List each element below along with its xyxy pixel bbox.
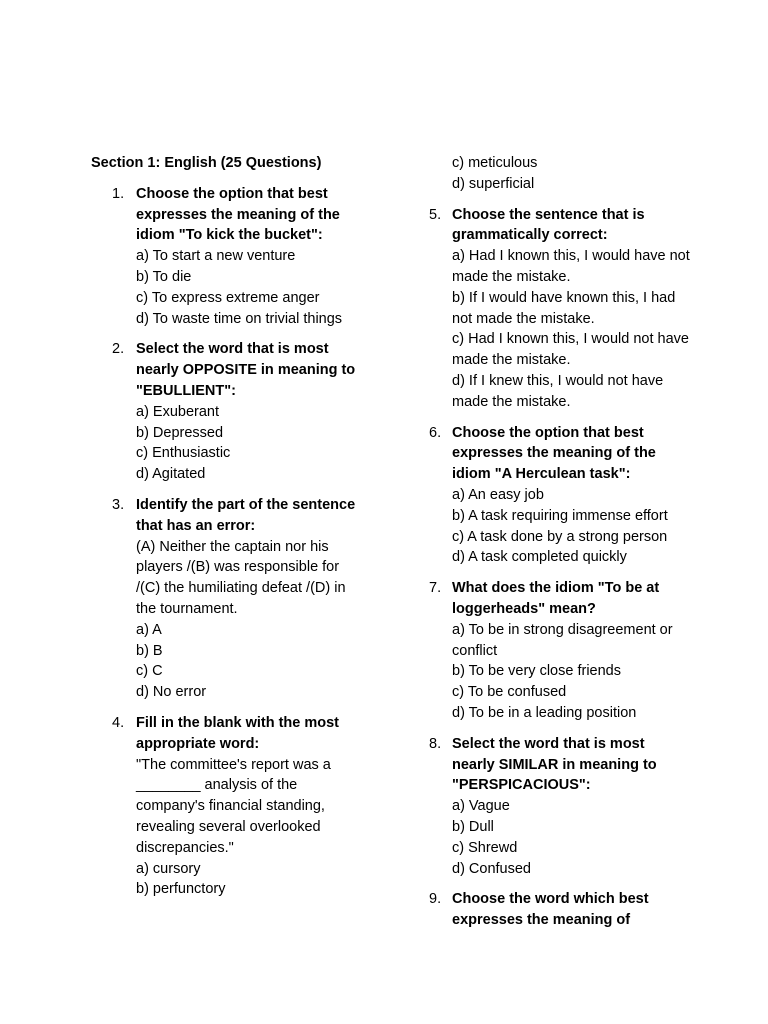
option-a: a) Exuberant xyxy=(136,403,220,420)
option-c: c) Enthusiastic xyxy=(136,445,231,462)
question-text: Choose the option that best expresses the meaning of the idiom "A Herculean task": xyxy=(452,424,656,483)
question-text: Choose the word which best expresses the meaning of xyxy=(452,891,649,929)
question-text: Select the word that is most nearly OPPOSITE in meaning to "EBULLIENT": xyxy=(136,341,356,399)
question-3 xyxy=(91,495,366,703)
option-c: c) To express extreme anger xyxy=(136,289,320,306)
question-6 xyxy=(421,423,691,569)
right-column xyxy=(421,153,691,941)
option-b: b) perfunctory xyxy=(136,881,226,898)
option-d: d) A task completed quickly xyxy=(452,549,627,566)
option-d: d) superficial xyxy=(452,175,535,192)
question-4 xyxy=(91,713,366,900)
question-9 xyxy=(421,889,691,931)
question-text: Choose the option that best expresses the meaning of the idiom "To kick the bucket": xyxy=(136,185,340,244)
option-c: c) C xyxy=(136,663,163,680)
question-number: 5. xyxy=(429,206,442,223)
option-b: b) Dull xyxy=(452,818,494,835)
option-a: a) To be in strong disagreement or conflict xyxy=(452,621,673,659)
option-b: b) To be very close friends xyxy=(452,663,621,680)
question-8 xyxy=(421,734,691,880)
question-number: 7. xyxy=(429,580,442,597)
question-number: 3. xyxy=(112,496,125,513)
option-d: d) Confused xyxy=(452,860,531,877)
question-7 xyxy=(421,578,691,724)
left-column xyxy=(91,153,366,910)
question-2 xyxy=(91,339,366,485)
option-c: c) Had I known this, I would not have made the mistake. xyxy=(452,331,689,369)
question-5 xyxy=(421,205,691,413)
option-b: b) If I would have known this, I had not made the mistake. xyxy=(452,289,676,327)
option-d: d) If I knew this, I would not have made the mistake. xyxy=(452,372,664,410)
option-a: a) An easy job xyxy=(452,486,544,503)
option-b: b) B xyxy=(136,642,163,659)
question-4-continued xyxy=(421,153,691,195)
option-c: c) Shrewd xyxy=(452,839,518,856)
section-heading: Section 1: English (25 Questions) xyxy=(91,155,322,171)
question-number: 4. xyxy=(112,714,125,731)
option-b: b) To die xyxy=(136,268,192,285)
option-a: a) Vague xyxy=(452,798,510,815)
option-b: b) Depressed xyxy=(136,424,224,441)
option-d: d) To be in a leading position xyxy=(452,704,637,721)
option-d: d) Agitated xyxy=(136,466,206,483)
question-text: Choose the sentence that is grammatically correct: xyxy=(452,206,645,244)
option-d: d) No error xyxy=(136,684,207,701)
question-body: "The committee's report was a ________ analysis of the company's financial standing, revealing several overlooked discrepancies." xyxy=(136,756,331,856)
question-number: 6. xyxy=(429,424,442,441)
option-a: a) To start a new venture xyxy=(136,248,296,265)
option-c: c) meticulous xyxy=(452,155,538,171)
question-number: 1. xyxy=(112,185,125,202)
question-text: Fill in the blank with the most appropriate word: xyxy=(136,714,340,752)
question-number: 2. xyxy=(112,341,125,358)
question-text: Identify the part of the sentence that has an error: xyxy=(136,496,356,534)
question-number: 9. xyxy=(429,891,442,908)
question-text: What does the idiom "To be at loggerheads" mean? xyxy=(452,580,660,617)
question-body: (A) Neither the captain nor his players /(B) was responsible for /(C) the humiliating defeat /(D) in the tournament. xyxy=(136,538,346,617)
question-number: 8. xyxy=(429,735,442,752)
option-b: b) A task requiring immense effort xyxy=(452,507,668,524)
option-a: a) Had I known this, I would have not made the mistake. xyxy=(452,248,690,285)
option-d: d) To waste time on trivial things xyxy=(136,310,343,327)
option-c: c) To be confused xyxy=(452,684,567,701)
option-a: a) A xyxy=(136,621,162,638)
question-text: Select the word that is most nearly SIMILAR in meaning to "PERSPICACIOUS": xyxy=(452,735,657,794)
question-1 xyxy=(91,184,366,330)
option-a: a) cursory xyxy=(136,860,201,877)
option-c: c) A task done by a strong person xyxy=(452,528,668,545)
